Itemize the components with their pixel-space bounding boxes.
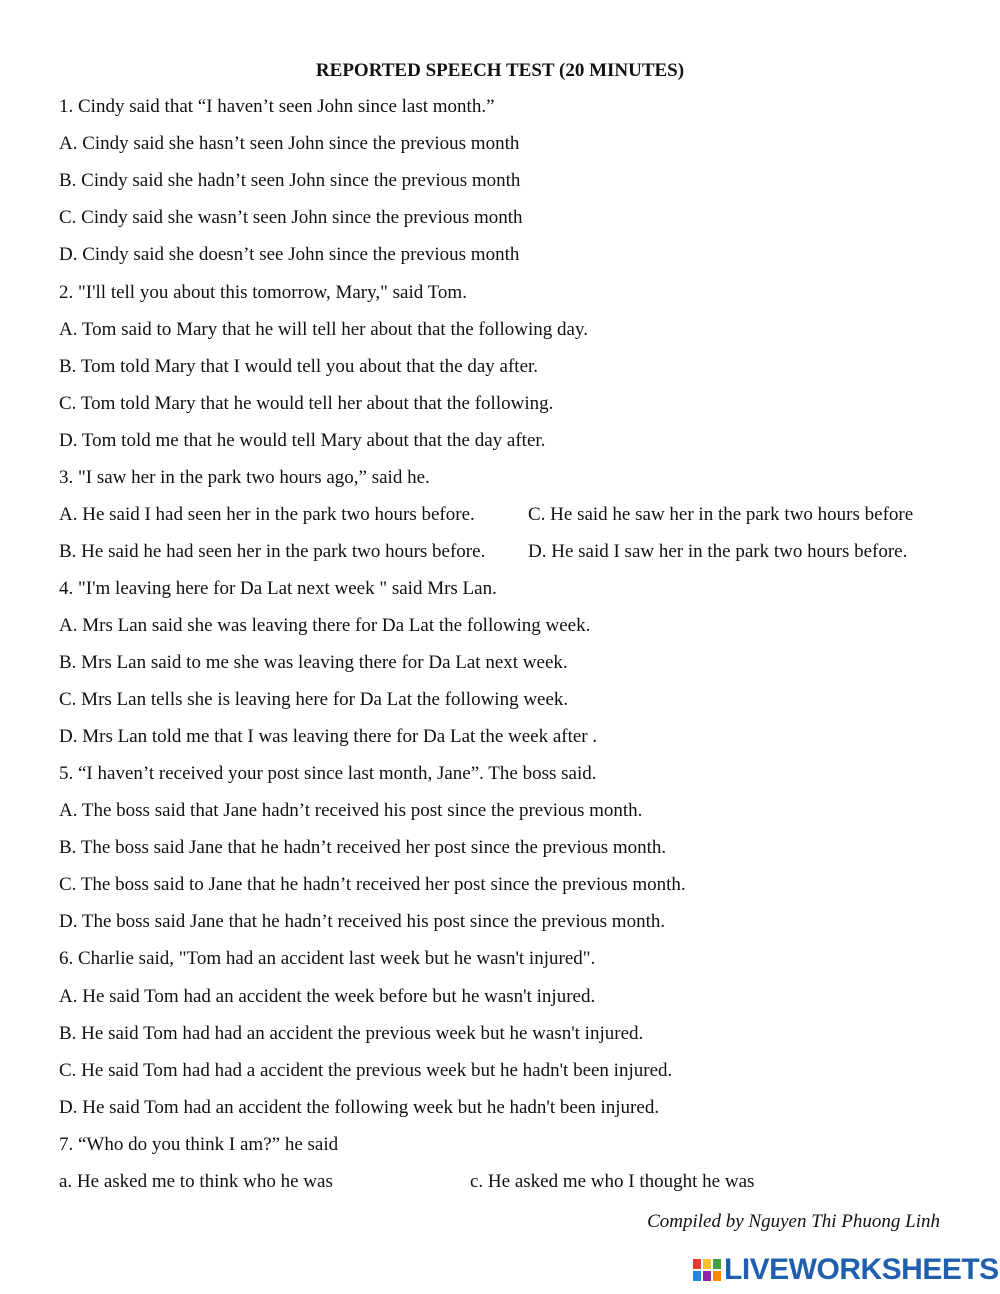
question-3-option-c: C. He said he saw her in the park two hours before <box>528 504 914 525</box>
question-2-option-a: A. Tom said to Mary that he will tell her about that the following day. <box>59 319 588 340</box>
question-2-option-d: D. Tom told me that he would tell Mary about that the day after. <box>59 430 546 451</box>
question-2-prompt: 2. "I'll tell you about this tomorrow, Mary," said Tom. <box>59 282 467 303</box>
question-4-option-b: B. Mrs Lan said to me she was leaving there for Da Lat next week. <box>59 652 568 673</box>
question-3-option-b: B. He said he had seen her in the park two hours before. <box>59 541 486 562</box>
question-4-option-a: A. Mrs Lan said she was leaving there for Da Lat the following week. <box>59 615 591 636</box>
question-1-option-d: D. Cindy said she doesn’t see John since the previous month <box>59 244 520 265</box>
question-7-prompt: 7. “Who do you think I am?” he said <box>59 1134 339 1155</box>
question-3-prompt: 3. "I saw her in the park two hours ago,” said he. <box>59 467 430 488</box>
page-title: REPORTED SPEECH TEST (20 MINUTES) <box>315 60 685 81</box>
logo-block <box>693 1259 701 1269</box>
question-3-option-a: A. He said I had seen her in the park two hours before. <box>59 504 475 525</box>
logo-block <box>713 1259 721 1269</box>
question-4-option-c: C. Mrs Lan tells she is leaving here for Da Lat the following week. <box>59 689 569 710</box>
question-1-option-b: B. Cindy said she hadn’t seen John since the previous month <box>59 170 521 191</box>
question-2-option-b: B. Tom told Mary that I would tell you about that the day after. <box>59 356 539 377</box>
question-2-option-c: C. Tom told Mary that he would tell her about that the following. <box>59 393 554 414</box>
question-1-option-a: A. Cindy said she hasn’t seen John since the previous month <box>59 133 520 154</box>
question-5-option-c: C. The boss said to Jane that he hadn’t received her post since the previous month. <box>59 874 686 895</box>
question-1-prompt: 1. Cindy said that “I haven’t seen John since last month.” <box>59 96 495 117</box>
liveworksheets-logo-text: LIVEWORKSHEETS <box>724 1253 999 1286</box>
logo-block <box>713 1271 721 1281</box>
question-7-option-a: a. He asked me to think who he was <box>59 1171 333 1192</box>
question-4-option-d: D. Mrs Lan told me that I was leaving there for Da Lat the week after . <box>59 726 598 747</box>
question-6-option-d: D. He said Tom had an accident the following week but he hadn't been injured. <box>59 1097 660 1118</box>
question-6-option-c: C. He said Tom had had a accident the previous week but he hadn't been injured. <box>59 1060 673 1081</box>
question-6-prompt: 6. Charlie said, "Tom had an accident last week but he wasn't injured". <box>59 948 596 969</box>
liveworksheets-logo[interactable] <box>693 1253 999 1287</box>
question-6-option-a: A. He said Tom had an accident the week before but he wasn't injured. <box>59 986 596 1007</box>
logo-block <box>703 1259 711 1269</box>
logo-block <box>703 1271 711 1281</box>
question-3-option-d: D. He said I saw her in the park two hours before. <box>528 541 908 562</box>
question-5-option-d: D. The boss said Jane that he hadn’t received his post since the previous month. <box>59 911 666 932</box>
question-6-option-b: B. He said Tom had had an accident the previous week but he wasn't injured. <box>59 1023 644 1044</box>
question-7-option-c: c. He asked me who I thought he was <box>470 1171 755 1192</box>
question-5-prompt: 5. “I haven’t received your post since last month, Jane”. The boss said. <box>59 763 597 784</box>
question-1-option-c: C. Cindy said she wasn’t seen John since the previous month <box>59 207 523 228</box>
question-5-option-b: B. The boss said Jane that he hadn’t received her post since the previous month. <box>59 837 667 858</box>
question-4-prompt: 4. "I'm leaving here for Da Lat next week " said Mrs Lan. <box>59 578 497 599</box>
question-5-option-a: A. The boss said that Jane hadn’t received his post since the previous month. <box>59 800 643 821</box>
logo-block <box>693 1271 701 1281</box>
liveworksheets-logo-icon <box>693 1259 721 1281</box>
author-credit: Compiled by Nguyen Thi Phuong Linh <box>647 1211 940 1232</box>
